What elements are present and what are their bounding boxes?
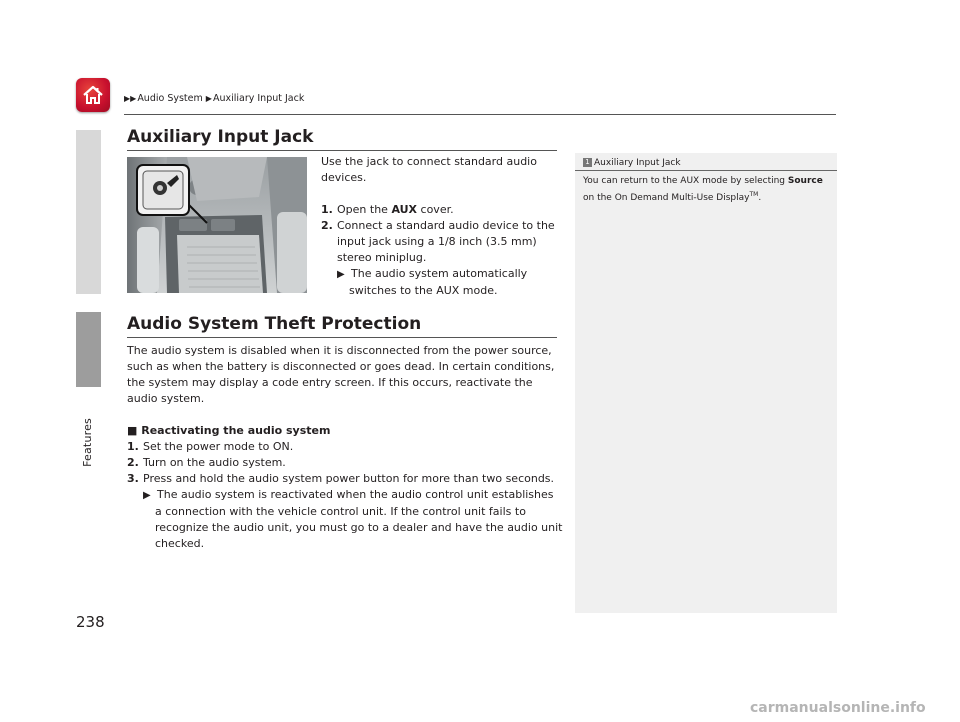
- page-number: 238: [76, 613, 105, 631]
- section-divider: [127, 337, 557, 338]
- section-title-theft-protection: Audio System Theft Protection: [127, 314, 422, 334]
- triangle-right-icon: ▶: [205, 94, 212, 103]
- watermark: carmanualsonline.info: [750, 700, 926, 716]
- note-panel: [575, 153, 837, 613]
- note-heading: 1 Auxiliary Input Jack: [583, 158, 681, 168]
- reactivate-result: ▶ The audio system is reactivated when the audio control unit establishes a connection with the vehicle control unit. If the control unit fails to recognize the audio unit, you must go to a dealer and have the audio unit checked.: [143, 488, 563, 550]
- home-button[interactable]: [76, 78, 110, 112]
- section-title-auxiliary-input-jack: Auxiliary Input Jack: [127, 127, 314, 147]
- aux-step-2: 2. Connect a standard audio device to the input jack using a 1/8 inch (3.5 mm) stereo miniplug.: [321, 219, 555, 264]
- section-divider: [127, 150, 557, 151]
- aux-step-1: 1. Open the AUX cover.: [321, 203, 454, 216]
- breadcrumb-auxiliary-input-jack[interactable]: Auxiliary Input Jack: [212, 93, 305, 104]
- aux-step-2-result: ▶ The audio system automatically switches to the AUX mode.: [337, 267, 528, 297]
- side-tab-features: [76, 312, 101, 387]
- triangle-right-icon: ▶: [143, 490, 151, 501]
- note-divider: [575, 170, 837, 171]
- subheading-reactivating: ■ Reactivating the audio system: [127, 424, 331, 437]
- breadcrumb: [124, 93, 304, 104]
- aux-intro: Use the jack to connect standard audio devices.: [321, 155, 537, 184]
- theft-intro: The audio system is disabled when it is disconnected from the power source, such as when the battery is disconnected or goes dead. In certain conditions, the system may display a code entry screen. If this occurs, reactivate the audio system.: [127, 344, 555, 405]
- triangle-right-icon: ▶▶: [124, 94, 137, 103]
- reactivate-step-1: 1. Set the power mode to ON.: [127, 440, 294, 453]
- aux-jack-instructions: [321, 154, 559, 299]
- header-divider: [124, 114, 836, 115]
- reactivate-step-2: 2. Turn on the audio system.: [127, 456, 286, 469]
- side-tab-label: Features: [81, 418, 94, 467]
- console-aux-jack-photo: [127, 157, 307, 293]
- home-icon: [81, 83, 105, 107]
- square-bullet-icon: ■: [127, 424, 138, 437]
- reactivate-step-3: 3. Press and hold the audio system power button for more than two seconds.: [127, 472, 555, 485]
- note-text: You can return to the AUX mode by selecting Source on the On Demand Multi-Use Display™.: [583, 176, 823, 203]
- triangle-right-icon: ▶: [337, 269, 345, 280]
- breadcrumb-audio-system[interactable]: Audio System: [137, 93, 203, 104]
- note-icon: 1: [583, 158, 592, 167]
- theft-protection-content: [127, 343, 563, 552]
- side-tab-upper: [76, 130, 101, 294]
